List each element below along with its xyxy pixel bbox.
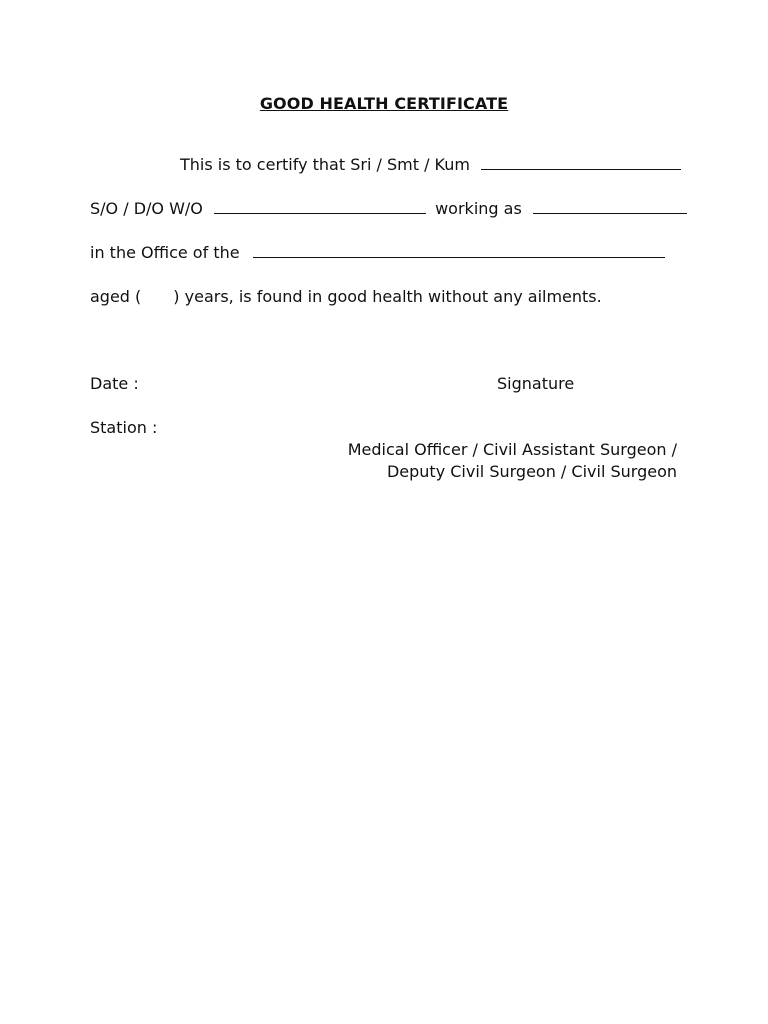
office-text: in the Office of the (90, 243, 240, 262)
station-label: Station : (90, 418, 158, 437)
office-line (90, 243, 665, 263)
designation-block (348, 439, 677, 483)
age-rest-text: ) years, is found in good health without any ailments. (173, 287, 602, 306)
designation-line-1: Medical Officer / Civil Assistant Surgeon / (347, 440, 677, 459)
signature-label: Signature (497, 374, 575, 393)
relation-name-blank[interactable] (214, 199, 426, 214)
working-as-text: working as (435, 199, 522, 218)
age-open-text: aged ( (90, 287, 142, 306)
certify-line (180, 155, 681, 175)
designation-blank[interactable] (533, 199, 687, 214)
name-blank[interactable] (481, 155, 681, 170)
certify-text: This is to certify that Sri / Smt / Kum (180, 155, 470, 174)
designation-line-2: Deputy Civil Surgeon / Civil Surgeon (386, 462, 677, 481)
date-label: Date : (90, 374, 139, 393)
relation-text: S/O / D/O W/O (90, 199, 203, 218)
age-line (90, 287, 602, 307)
certificate-title: GOOD HEALTH CERTIFICATE (259, 94, 509, 113)
office-blank[interactable] (253, 243, 665, 258)
relation-line (90, 199, 687, 219)
